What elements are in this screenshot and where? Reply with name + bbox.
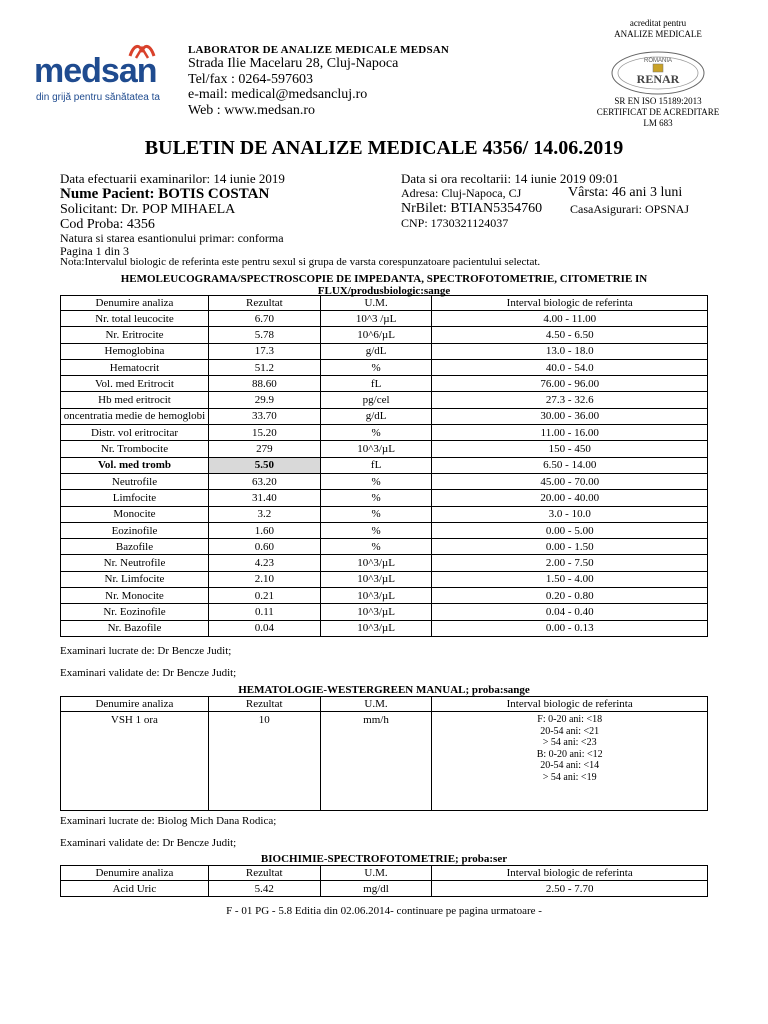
lab-telfax: Tel/fax : 0264-597603 xyxy=(188,71,313,87)
cell-range: 27.3 - 32.6 xyxy=(432,392,708,408)
accreditation-bottom xyxy=(596,96,720,129)
table-row xyxy=(61,588,708,604)
seal-top-text: ROMANIA xyxy=(643,58,673,64)
patient-cnp: CNP: 1730321124037 xyxy=(401,216,509,230)
report-title: BULETIN DE ANALIZE MEDICALE 4356/ 14.06.2019 xyxy=(144,137,624,159)
table-row xyxy=(61,571,708,587)
cell-range: 6.50 - 14.00 xyxy=(432,457,708,473)
patient-name: Nume Pacient: BOTIS COSTAN xyxy=(60,186,270,202)
cell-name: Nr. Trombocite xyxy=(61,441,209,457)
section2-worked-by: Examinari lucrate de: Biolog Mich Dana Rodica; xyxy=(60,815,277,827)
section1-worked-by: Examinari lucrate de: Dr Bencze Judit; xyxy=(60,645,232,657)
accreditation-top xyxy=(598,18,718,40)
cell-unit: 10^3/µL xyxy=(320,555,432,571)
cell-unit: 10^3 /µL xyxy=(320,311,432,327)
page-number: Pagina 1 din 3 xyxy=(60,244,129,258)
cell-range: 150 - 450 xyxy=(432,441,708,457)
section-westergreen-title: HEMATOLOGIE-WESTERGREEN MANUAL; proba:sange xyxy=(238,684,530,696)
cell-range: 40.0 - 54.0 xyxy=(432,359,708,375)
cell-range: 20.00 - 40.00 xyxy=(432,490,708,506)
col-header-result: Rezultat xyxy=(208,296,320,311)
cell-range: 0.04 - 0.40 xyxy=(432,604,708,620)
section1-validated-by: Examinari validate de: Dr Bencze Judit; xyxy=(60,667,237,679)
cell-name: Nr. Neutrofile xyxy=(61,555,209,571)
cell-unit: % xyxy=(320,506,432,522)
medsan-logo xyxy=(28,42,178,112)
cell-name: Nr. Eozinofile xyxy=(61,604,209,620)
col-header-range: Interval biologic de referinta xyxy=(432,697,708,712)
cell-result: 33.70 xyxy=(208,408,320,424)
cell-range: 0.20 - 0.80 xyxy=(432,588,708,604)
collection-date: Data si ora recoltarii: 14 iunie 2019 09:01 xyxy=(401,171,619,186)
cell-name: Distr. vol eritrocitar xyxy=(61,425,209,441)
cell-range: 3.0 - 10.0 xyxy=(432,506,708,522)
cell-unit: 10^3/µL xyxy=(320,441,432,457)
col-header-unit: U.M. xyxy=(320,866,432,881)
cell-range: 0.00 - 5.00 xyxy=(432,522,708,538)
patient-age: Vârsta: 46 ani 3 luni xyxy=(568,185,683,200)
sample-code: Cod Proba: 4356 xyxy=(60,217,155,232)
cell-name: Limfocite xyxy=(61,490,209,506)
cell-result: 2.10 xyxy=(208,571,320,587)
cell-result: 0.11 xyxy=(208,604,320,620)
requester: Solicitant: Dr. POP MIHAELA xyxy=(60,202,236,217)
cell-result: 5.50 xyxy=(208,457,320,473)
section-biochimie-title: BIOCHIMIE-SPECTROFOTOMETRIE; proba:ser xyxy=(260,853,508,865)
table-row xyxy=(61,712,708,811)
range-line: > 54 ani: <23 xyxy=(542,737,597,748)
seal-main-text: RENAR xyxy=(636,72,680,86)
table-header-row xyxy=(61,697,708,712)
cell-unit: 10^3/µL xyxy=(320,604,432,620)
cell-result: 5.42 xyxy=(208,881,320,897)
table-row xyxy=(61,555,708,571)
cell-unit: 10^3/µL xyxy=(320,620,432,636)
cell-name: Bazofile xyxy=(61,539,209,555)
cell-result: 0.60 xyxy=(208,539,320,555)
col-header-range: Interval biologic de referinta xyxy=(432,866,708,881)
cell-result: 1.60 xyxy=(208,522,320,538)
logo-tagline: din grijă pentru sănătatea ta xyxy=(36,92,160,103)
cell-range: 13.0 - 18.0 xyxy=(432,343,708,359)
lab-name: LABORATOR DE ANALIZE MEDICALE MEDSAN xyxy=(188,44,450,56)
table-header-row xyxy=(61,866,708,881)
sample-state: Natura si starea esantionului primar: conforma xyxy=(60,231,284,245)
table-row xyxy=(61,620,708,636)
cell-name: Nr. total leucocite xyxy=(61,311,209,327)
cell-unit: mg/dl xyxy=(320,881,432,897)
cell-unit: % xyxy=(320,425,432,441)
cell-unit: % xyxy=(320,539,432,555)
col-header-name: Denumire analiza xyxy=(61,697,209,712)
table-row xyxy=(61,539,708,555)
ticket-number: NrBilet: BTIAN5354760 xyxy=(401,201,543,216)
westergreen-table xyxy=(60,696,708,811)
cell-unit: fL xyxy=(320,376,432,392)
cell-name: Hematocrit xyxy=(61,359,209,375)
table-row xyxy=(61,311,708,327)
cell-result: 5.78 xyxy=(208,327,320,343)
accreditation-line5: LM 683 xyxy=(643,118,673,128)
cell-range: 4.00 - 11.00 xyxy=(432,311,708,327)
table-row xyxy=(61,473,708,489)
biochimie-table xyxy=(60,865,708,897)
cell-name: Nr. Eritrocite xyxy=(61,327,209,343)
range-line: B: 0-20 ani: <12 xyxy=(536,748,603,760)
cell-unit: g/dL xyxy=(320,408,432,424)
col-header-result: Rezultat xyxy=(208,866,320,881)
renar-seal-icon xyxy=(610,50,706,96)
cell-range: 76.00 - 96.00 xyxy=(432,376,708,392)
page-footer: F - 01 PG - 5.8 Editia din 02.06.2014- continuare pe pagina urmatoare - xyxy=(226,905,542,917)
table-row xyxy=(61,881,708,897)
cell-result: 63.20 xyxy=(208,473,320,489)
table-row xyxy=(61,359,708,375)
range-line: F: 0-20 ani: <18 xyxy=(537,714,603,725)
accreditation-line2: ANALIZE MEDICALE xyxy=(614,29,702,39)
cell-name: Acid Uric xyxy=(61,881,209,897)
patient-address: Adresa: Cluj-Napoca, CJ xyxy=(401,186,522,200)
lab-web: Web : www.medsan.ro xyxy=(188,102,316,118)
accreditation-line1: acreditat pentru xyxy=(629,18,687,28)
cell-unit: pg/cel xyxy=(320,392,432,408)
cell-name: Vol. med tromb xyxy=(61,457,209,473)
cell-result: 279 xyxy=(208,441,320,457)
cell-result: 17.3 xyxy=(208,343,320,359)
section2-validated-by: Examinari validate de: Dr Bencze Judit; xyxy=(60,837,237,849)
cell-name: Hemoglobina xyxy=(61,343,209,359)
col-header-name: Denumire analiza xyxy=(61,296,209,311)
cell-result: 3.2 xyxy=(208,506,320,522)
range-line: 20-54 ani: <21 xyxy=(540,725,600,737)
cell-unit: % xyxy=(320,359,432,375)
col-header-range: Interval biologic de referinta xyxy=(432,296,708,311)
cell-name: Hb med eritrocit xyxy=(61,392,209,408)
cell-name: Nr. Bazofile xyxy=(61,620,209,636)
table-row xyxy=(61,425,708,441)
cell-unit: g/dL xyxy=(320,343,432,359)
table-row xyxy=(61,604,708,620)
cell-unit: 10^3/µL xyxy=(320,571,432,587)
cell-range: 0.00 - 0.13 xyxy=(432,620,708,636)
col-header-unit: U.M. xyxy=(320,296,432,311)
cell-range: 1.50 - 4.00 xyxy=(432,571,708,587)
cell-result: 15.20 xyxy=(208,425,320,441)
cell-name: Neutrofile xyxy=(61,473,209,489)
cell-name: Vol. med Eritrocit xyxy=(61,376,209,392)
lab-address: Strada Ilie Macelaru 28, Cluj-Napoca xyxy=(188,56,399,71)
cell-result: 51.2 xyxy=(208,359,320,375)
col-header-name: Denumire analiza xyxy=(61,866,209,881)
cell-unit: mm/h xyxy=(320,712,432,811)
table-header-row xyxy=(61,296,708,311)
cell-result: 29.9 xyxy=(208,392,320,408)
cell-range: 11.00 - 16.00 xyxy=(432,425,708,441)
cell-name: Eozinofile xyxy=(61,522,209,538)
cell-result: 0.04 xyxy=(208,620,320,636)
lab-contact xyxy=(188,56,398,118)
cell-result: 88.60 xyxy=(208,376,320,392)
cell-name: Nr. Limfocite xyxy=(61,571,209,587)
hemoleucograma-rows xyxy=(61,311,708,637)
table-row xyxy=(61,490,708,506)
cell-unit: % xyxy=(320,473,432,489)
cell-range: 4.50 - 6.50 xyxy=(432,327,708,343)
range-line: > 54 ani: <19 xyxy=(542,771,597,783)
cell-result: 4.23 xyxy=(208,555,320,571)
cell-name: Nr. Monocite xyxy=(61,588,209,604)
cell-range: 2.50 - 7.70 xyxy=(432,881,708,897)
cell-unit: fL xyxy=(320,457,432,473)
lab-email: e-mail: medical@medsancluj.ro xyxy=(188,87,368,102)
reference-note: Nota:Intervalul biologic de referinta este pentru sexul si grupa de varsta corespunzatoare pacientului selectat. xyxy=(60,256,541,268)
table-row xyxy=(61,343,708,359)
cell-name: Monocite xyxy=(61,506,209,522)
col-header-unit: U.M. xyxy=(320,697,432,712)
section-hemoleucograma-title: HEMOLEUCOGRAMA/SPECTROSCOPIE DE IMPEDANTA, SPECTROFOTOMETRIE, CITOMETRIE IN FLUX/produsbiologic:sange xyxy=(120,273,648,297)
logo-wordmark: medsan xyxy=(34,52,157,90)
table-row xyxy=(61,457,708,473)
table-row xyxy=(61,376,708,392)
cell-range xyxy=(432,712,708,811)
range-line: 20-54 ani: <14 xyxy=(540,760,600,771)
cell-range: 2.00 - 7.50 xyxy=(432,555,708,571)
exam-date: Data efectuarii examinarilor: 14 iunie 2019 xyxy=(60,171,285,186)
cell-name: VSH 1 ora xyxy=(61,712,209,811)
cell-unit: 10^3/µL xyxy=(320,588,432,604)
table-row xyxy=(61,408,708,424)
cell-unit: % xyxy=(320,490,432,506)
cell-unit: 10^6/µL xyxy=(320,327,432,343)
cell-range: 30.00 - 36.00 xyxy=(432,408,708,424)
table-row xyxy=(61,441,708,457)
col-header-result: Rezultat xyxy=(208,697,320,712)
table-row xyxy=(61,327,708,343)
cell-range: 0.00 - 1.50 xyxy=(432,539,708,555)
hemoleucograma-table xyxy=(60,295,708,637)
cell-result: 0.21 xyxy=(208,588,320,604)
cell-range: 45.00 - 70.00 xyxy=(432,473,708,489)
cell-result: 10 xyxy=(208,712,320,811)
cell-name: oncentratia medie de hemoglobi xyxy=(61,408,209,424)
accreditation-line4: CERTIFICAT DE ACREDITARE xyxy=(596,107,720,117)
table-row xyxy=(61,522,708,538)
table-row xyxy=(61,506,708,522)
insurance: CasaAsigurari: OPSNAJ xyxy=(570,202,689,216)
accreditation-line3: SR EN ISO 15189:2013 xyxy=(614,96,702,106)
cell-result: 31.40 xyxy=(208,490,320,506)
cell-result: 6.70 xyxy=(208,311,320,327)
table-row xyxy=(61,392,708,408)
ribbon-icon xyxy=(126,42,158,62)
cell-unit: % xyxy=(320,522,432,538)
